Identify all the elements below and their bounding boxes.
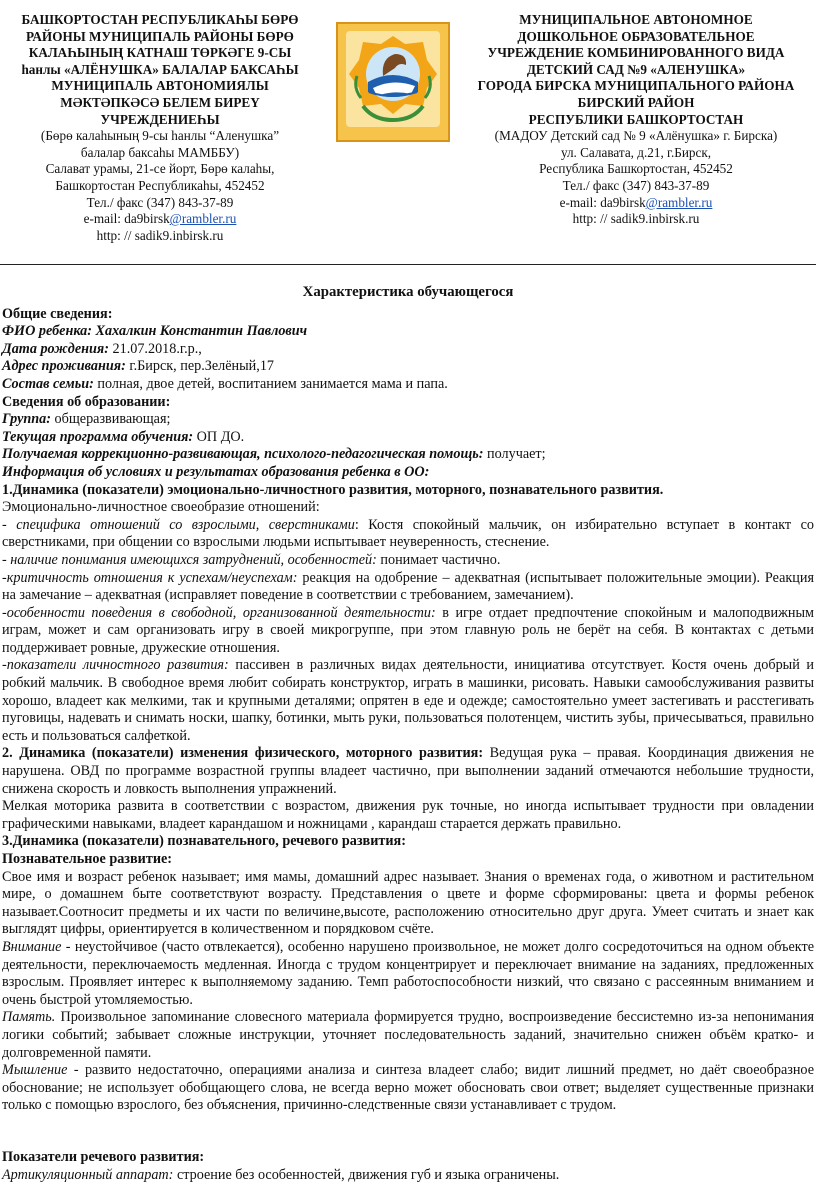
- contact-block-bashkir: (Бөрө калаһының 9-сы һанлы “Аленушка” балалар баксаһы МАМББУ) Салават урамы, 21-се йорт, Бөрө калаһы, Башкортостан Республикаһы, 452452 Тел./ факс (347) 843-37-89 e-mail: da9birsk@rambler.ru http: // sadik9.inbirsk.ru: [0, 128, 320, 244]
- paragraph-fine-motor: Мелкая моторика развита в соответствии с возрастом, движения рук точные, но иногда испытывает трудности при овладении графическими навыками, владеет карандашом и ножницами , карандаш старается держать правильно.: [2, 798, 814, 832]
- contact-block-russian: (МАДОУ Детский сад № 9 «Алёнушка» г. Бирска) ул. Салавата, д.21, г.Бирск, Республика Башкортостан, 452452 Тел./ факс (347) 843-37-89 e-mail: da9birsk@rambler.ru http: // sadik9.inbirsk.ru: [458, 128, 814, 228]
- website-line: http: // sadik9.inbirsk.ru: [572, 211, 700, 227]
- section-heading-education: Сведения об образовании:: [2, 393, 171, 410]
- section-heading-general: Общие сведения:: [2, 305, 113, 322]
- paragraph-behavior: -особенности поведения в свободной, организованной деятельности: в игре отдает предпочтение спокойным и малоподвижным играм, может и сам организовать игру в своей микрогруппе, при этом главную роль не берёт на себя. В контактах с детьми поддерживает ровные, дружеские отношения.: [2, 604, 814, 656]
- email-line: e-mail: da9birsk@rambler.ru: [559, 194, 713, 210]
- document-title: Характеристика обучающегося: [302, 284, 514, 300]
- section-heading-info: Информация об условиях и результатах образования ребенка в ОО:: [2, 463, 430, 480]
- paragraph-attention: Внимание - неустойчивое (часто отвлекается), особенно нарушено произвольное, не может долго сосредоточиться на одном объекте деятельности, переключаемость медленная. Иногда с трудом концентрирует и переключает внимание на заданиях, предложенных взрослым. Проявляет интерес к выполняемому заданию. Темп работоспособности низкий, что связано с рассеянным вниманием и очень быстрой утомляемостью.: [2, 938, 814, 1008]
- letterhead: [0, 12, 816, 252]
- section-3-heading: 3.Динамика (показатели) познавательного, речевого развития:: [2, 833, 406, 850]
- email-line: e-mail: da9birsk@rambler.ru: [83, 211, 237, 227]
- kindergarten-emblem-icon: [333, 20, 453, 145]
- child-name: ФИО ребенка: Хахалкин Константин Павлович: [2, 323, 308, 340]
- paragraph-criticality: -критичность отношения к успехам/неуспехам: реакция на одобрение – адекватная (испытывает положительные эмоции). Реакция на замечание – адекватная (исправляет поведение в соответствии с требованием, замечанием).: [2, 569, 814, 604]
- section-1-heading: 1.Динамика (показатели) эмоционально-личностного развития, моторного, познавательного развития.: [2, 481, 664, 498]
- email-link[interactable]: @rambler.ru: [169, 211, 237, 227]
- section-2-paragraph: 2. Динамика (показатели) изменения физического, моторного развития: Ведущая рука – правая. Координация движения не нарушена. ОВД по программе возрастной группы владеет частично, при выполнении заданий отмечаются небольшие трудности, снижена скорость и ловкость выполнения упражнений.: [2, 745, 815, 797]
- speech-heading: Показатели речевого развития:: [2, 1148, 205, 1165]
- section-2-heading: 2. Динамика (показатели) изменения физического, моторного развития:: [2, 745, 484, 762]
- header-divider: [0, 264, 816, 265]
- group-line: Группа: общеразвивающая;: [2, 411, 171, 428]
- paragraph-understanding: - наличие понимания имеющихся затруднений, особенностей: понимает частично.: [2, 551, 501, 568]
- letterhead-right-russian: [458, 12, 814, 228]
- address-line: Адрес проживания: г.Бирск, пер.Зелёный,17: [2, 358, 275, 375]
- program-line: Текущая программа обучения: ОП ДО.: [2, 428, 245, 445]
- org-name-russian: МУНИЦИПАЛЬНОЕ АВТОНОМНОЕ ДОШКОЛЬНОЕ ОБРАЗОВАТЕЛЬНОЕ УЧРЕЖДЕНИЕ КОМБИНИРОВАННОГО ВИДА ДЕТСКИЙ САД №9 «АЛЕНУШКА» ГОРОДА БИРСКА МУНИЦИПАЛЬНОГО РАЙОНА БИРСКИЙ РАЙОН РЕСПУБЛИКИ БАШКОРТОСТАН: [477, 12, 795, 127]
- birth-date-line: Дата рождения: 21.07.2018.г.р.,: [2, 340, 202, 357]
- paragraph-thinking: Мышление - развито недостаточно, операциями анализа и синтеза владеет слабо; видит лишний предмет, но даёт своеобразное обоснование; не использует обобщающего слова, не всегда верно может обосновать свои ответ; выделяет существенные признаки только с помощью взрослого, без объяснения, причинно-следственные связи устанавливает с трудом.: [2, 1062, 814, 1114]
- help-line: Получаемая коррекционно-развивающая, психолого-педагогическая помощь: получает;: [2, 446, 546, 463]
- paragraph-relations: - специфика отношений со взрослыми, сверстниками: Костя спокойный мальчик, он избирательно вступает в контакт со сверстниками, при общении со взрослыми людьми испытывает неуверенность, стеснение.: [2, 516, 814, 551]
- paragraph-memory: Память. Произвольное запоминание словесного материала формируется трудно, воспроизведение бессистемно из-за непонимания логики событий; забывает сложные инструкции, уточняет последовательность заданий, значительно снижен объём кратко- и долговременной памяти.: [2, 1009, 814, 1061]
- document-body: [2, 284, 814, 1184]
- paragraph-articulation: Артикуляционный аппарат: строение без особенностей, движения губ и языка ограничены.: [2, 1166, 560, 1183]
- section-1-intro: Эмоционально-личностное своеобразие отношений:: [2, 499, 320, 516]
- email-link[interactable]: @rambler.ru: [645, 194, 713, 210]
- cognitive-subheading: Познавательное развитие:: [2, 851, 173, 867]
- website-line: http: // sadik9.inbirsk.ru: [96, 227, 224, 243]
- paragraph-personal-development: -показатели личностного развития: пассивен в различных видах деятельности, инициатива отсутствует. Костя очень добрый и робкий мальчик. В свободное время любит собирать конструктор, играть в машинки, рисовать. Навыки самообслуживания развиты хорошо, владеет как мелкими, так и крупными деталями; опрятен в еде и одежде; самостоятельно умеет застегивать и расстегивать пуговицы, надевать и снимать носки, шапку, ботинки, мыть руки, пользоваться полотенцем, чистить зубы, причесываться, правильно есть и пользоваться салфеткой.: [2, 657, 814, 744]
- paragraph-cognitive: Свое имя и возраст ребенок называет; имя мамы, домашний адрес называет. Знания о временах года, о животном и растительном мире, о домашнем быте соответствуют возрасту. Представления о цвете и форме сформированы: цвета и формы ребенок называет.Соотносит предметы и их части по величине,высоте, расположению относительно друг друга. Умеет считать и знает как выглядят цифры, ориентируется в количественном и порядковом счёте.: [2, 868, 814, 938]
- family-line: Состав семьи: полная, двое детей, воспитанием занимается мама и папа.: [2, 375, 448, 392]
- spacer: [2, 1115, 814, 1149]
- letterhead-left-bashkir: [0, 12, 320, 244]
- org-name-bashkir: БАШКОРТОСТАН РЕСПУБЛИКАҺЫ БӨРӨ РАЙОНЫ МУНИЦИПАЛЬ РАЙОНЫ БӨРӨ КАЛАҺЫНЫҢ КАТНАШ ТӨРКӘГЕ 9-СЫ һанлы «АЛЁНУШКА» БАЛАЛАР БАКСАҺЫ МУНИЦИПАЛЬ АВТОНОМИЯЛЫ МӘКТӘПКӘСӘ БЕЛЕМ БИРЕҮ УЧРЕЖДЕНИЕҺЫ: [21, 12, 299, 127]
